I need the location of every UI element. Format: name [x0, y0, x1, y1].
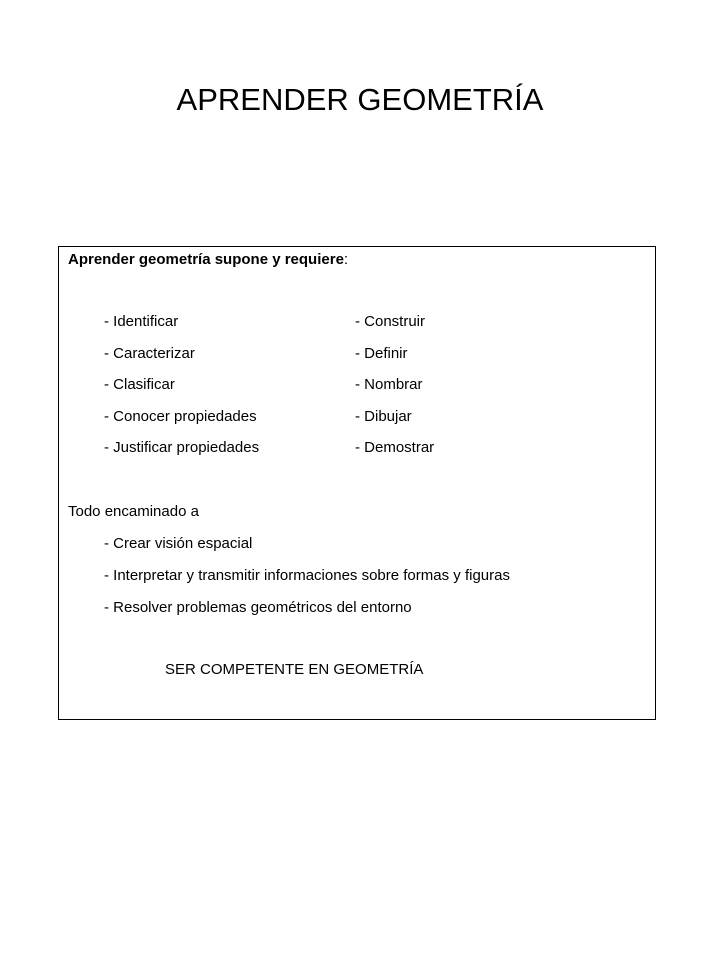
todo-heading: Todo encaminado a [68, 503, 199, 520]
box-heading [68, 251, 348, 268]
box-heading-suffix: : [343, 251, 349, 268]
todo-item-vision-espacial: - Crear visión espacial [104, 535, 253, 552]
page-title: APRENDER GEOMETRÍA [176, 82, 544, 117]
list-item-demostrar: - Demostrar [355, 439, 435, 456]
list-item-construir: - Construir [355, 313, 426, 330]
todo-item-resolver: - Resolver problemas geométricos del entorno [104, 599, 412, 616]
box-heading-bold: Aprender geometría supone y requiere [68, 251, 344, 268]
conclusion-text: SER COMPETENTE EN GEOMETRÍA [165, 661, 424, 678]
list-item-nombrar: - Nombrar [355, 376, 423, 393]
content-box [58, 246, 656, 720]
list-item-conocer-propiedades: - Conocer propiedades [104, 408, 257, 425]
list-item-dibujar: - Dibujar [355, 408, 412, 425]
list-item-justificar-propiedades: - Justificar propiedades [104, 439, 260, 456]
list-item-definir: - Definir [355, 345, 408, 362]
todo-item-interpretar: - Interpretar y transmitir informaciones sobre formas y figuras [104, 567, 510, 584]
list-item-caracterizar: - Caracterizar [104, 345, 195, 362]
list-item-clasificar: - Clasificar [104, 376, 175, 393]
list-item-identificar: - Identificar [104, 313, 179, 330]
